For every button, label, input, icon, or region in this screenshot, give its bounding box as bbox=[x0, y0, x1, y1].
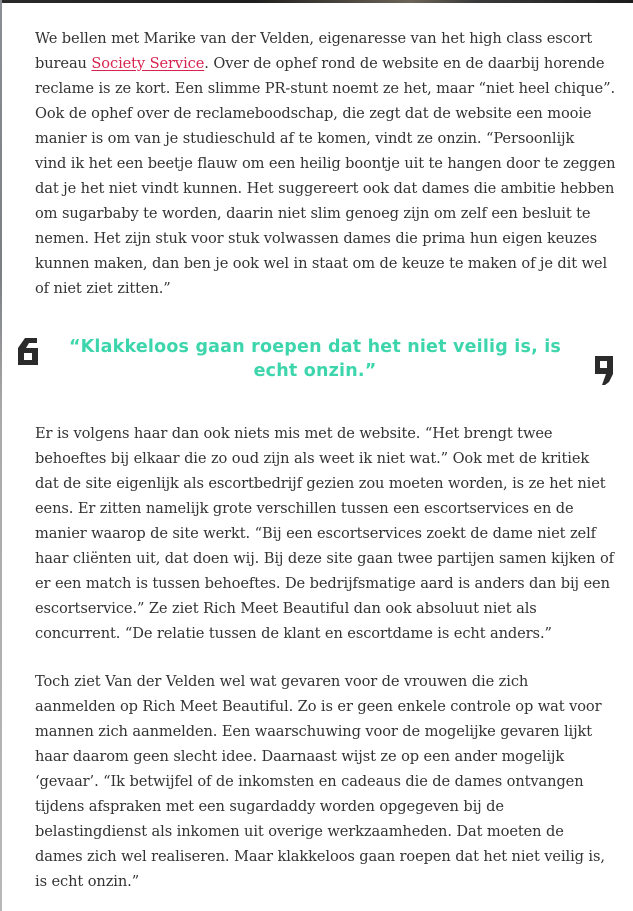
left-border bbox=[0, 0, 2, 911]
text-line: vind ik het een beetje flauw om een heilig boontje uit te hangen door te zeggen bbox=[35, 155, 616, 172]
text-line: manier is om van je studieschuld af te komen, vindt ze onzin. “Persoonlijk bbox=[35, 130, 575, 147]
text-line: eens. Er zitten namelijk grote verschillen tussen een escortservices en de bbox=[35, 500, 574, 517]
text-line: belastingdienst als inkomen uit overige werkzaamheden. Dat moeten de bbox=[35, 823, 564, 840]
open-quote-icon bbox=[17, 336, 39, 366]
text-line bbox=[35, 51, 605, 76]
header-photo-edge bbox=[0, 0, 633, 3]
text-line: concurrent. “De relatie tussen de klant en escortdame is echt anders.” bbox=[35, 625, 552, 642]
paragraph-2 bbox=[35, 421, 614, 646]
text-line: dat de site eigenlijk als escortbedrijf gezien zou moeten worden, is ze het niet bbox=[35, 475, 606, 492]
text-line: We bellen met Marike van der Velden, eigenaresse van het high class escort bbox=[35, 30, 593, 47]
text-line: nemen. Het zijn stuk voor stuk volwassen dames die prima hun eigen keuzes bbox=[35, 230, 598, 247]
text-line: reclame is ze kort. Een slimme PR-stunt noemt ze het, maar “niet heel chique”. bbox=[35, 80, 615, 97]
text-line: dat je het niet vindt kunnen. Het suggereert ook dat dames die ambitie hebben bbox=[35, 180, 615, 197]
pull-quote bbox=[60, 335, 570, 383]
text-segment: . Over de ophef rond de website en de daarbij horende bbox=[204, 55, 605, 72]
society-service-link[interactable]: Society Service bbox=[91, 55, 205, 72]
text-line: tijdens afspraken met een sugardaddy worden opgegeven bij de bbox=[35, 798, 504, 815]
text-line: ‘gevaar’. “Ik betwijfel of de inkomsten en cadeaus die de dames ontvangen bbox=[35, 773, 584, 790]
text-line: kunnen maken, dan ben je ook wel in staat om de keuze te maken of je dit wel bbox=[35, 255, 608, 272]
paragraph-3 bbox=[35, 669, 605, 894]
text-line: Toch ziet Van der Velden wel wat gevaren voor de vrouwen die zich bbox=[35, 673, 529, 690]
pull-quote-line: “Klakkeloos gaan roepen dat het niet veilig is, is bbox=[68, 337, 562, 357]
text-line: er een match is tussen behoeftes. De bedrijfsmatige aard is anders dan bij een bbox=[35, 575, 610, 592]
text-segment: bureau bbox=[35, 55, 92, 72]
pull-quote-line: echt onzin.” bbox=[253, 361, 377, 381]
text-line: Er is volgens haar dan ook niets mis met de website. “Het brengt twee bbox=[35, 425, 553, 442]
text-line: escortservice.” Ze ziet Rich Meet Beautiful dan ook absoluut niet als bbox=[35, 600, 537, 617]
text-line: behoeftes bij elkaar die zo oud zijn als weet ik niet wat.” Ook met de kritiek bbox=[35, 450, 590, 467]
text-line: haar cliënten uit, dat doen wij. Bij deze site gaan twee partijen samen kijken of bbox=[35, 550, 614, 567]
text-line: om sugarbaby te worden, daarin niet slim genoeg zijn om zelf een besluit te bbox=[35, 205, 591, 222]
text-line: dames zich wel realiseren. Maar klakkeloos gaan roepen dat het niet veilig is, bbox=[35, 848, 605, 865]
text-line: is echt onzin.” bbox=[35, 873, 140, 890]
text-line: mannen zich aanmelden. Een waarschuwing voor de mogelijke gevaren lijkt bbox=[35, 723, 593, 740]
close-quote-icon bbox=[594, 355, 614, 386]
text-line: Ook de ophef over de reclameboodschap, die zegt dat de website een mooie bbox=[35, 105, 592, 122]
text-line: aanmelden op Rich Meet Beautiful. Zo is er geen enkele controle op wat voor bbox=[35, 698, 602, 715]
text-line: of niet ziet zitten.” bbox=[35, 280, 171, 297]
paragraph-1 bbox=[35, 26, 616, 301]
text-line: manier waarop de site werkt. “Bij een escortservices zoekt de dame niet zelf bbox=[35, 525, 596, 542]
text-line: haar daarom geen slecht idee. Daarnaast wijst ze op een ander mogelijk bbox=[35, 748, 565, 765]
